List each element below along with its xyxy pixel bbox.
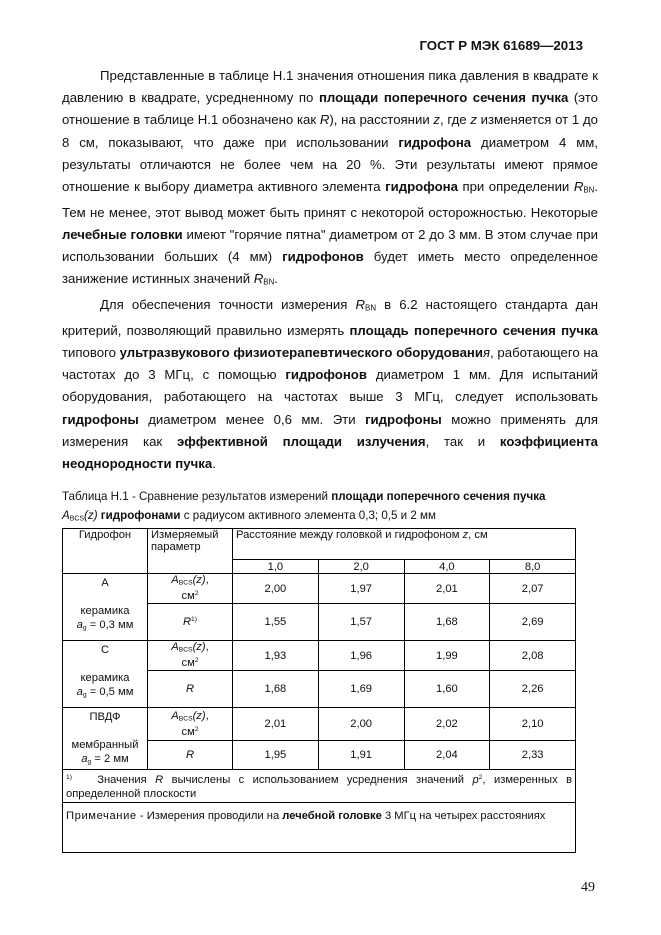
table-row — [63, 708, 576, 741]
value-cell: 1,68 — [233, 671, 319, 708]
value-cell: 2,33 — [490, 741, 576, 770]
paragraph-1: Представленные в таблице Н.1 значения отношения пика давления в квадрате к давлению в квадрате, усредненному по площади поперечного сечения пучка (это отношение в таблице Н.1 обозначено как R), на расстоянии z, где z изменяется от 1 до 8 см, показывают, что даже при использовании гидрофона диаметром 4 мм, результаты отличаются не более чем на 20 %. Эти результаты имеют прямое отношение к выбору диаметра активного элемента гидрофона при определении $R_{BN}$. Тем не менее, этот вывод может быть принят с некоторой осторожностью. Некоторые лечебные головки имеют "горячие пятна" диаметром от 2 до 3 мм. В этом случае при использовании больших (4 мм) гидрофонов будет иметь место определенное занижение истинных значений $R_{BN}$. — [62, 68, 598, 287]
value-cell: 1,96 — [318, 641, 404, 671]
table-row — [63, 574, 576, 604]
value-cell: 2,01 — [233, 708, 319, 741]
parameter-cell: R — [148, 741, 233, 770]
value-cell: 2,08 — [490, 641, 576, 671]
distance-cell: 8,0 — [490, 560, 576, 574]
value-cell: 2,07 — [490, 574, 576, 604]
document-header: ГОСТ Р МЭК 61689—2013 — [419, 38, 583, 53]
value-cell: 2,10 — [490, 708, 576, 741]
table-caption: Таблица Н.1 - Сравнение результатов измерений площади поперечного сечения пучка $A_{BCS}(z)$ гидрофонами с радиусом активного элемента 0,3; 0,5 и 2 мм — [62, 490, 546, 523]
distance-cell: 2,0 — [318, 560, 404, 574]
distance-cell: 4,0 — [404, 560, 490, 574]
hydrophone-cell: А керамика $a_g = 0,3$ мм — [63, 574, 148, 641]
distance-cell: 1,0 — [233, 560, 319, 574]
table-row — [63, 641, 576, 671]
paragraph-2: Для обеспечения точности измерения $R_{BN}$ в 6.2 настоящего стандарта дан критерий, позволяющий правильно измерять площадь поперечного сечения пучка типового ультразвукового физиотерапевтического оборудования, работающего на частотах до 3 МГц, с помощью гидрофонов диаметром 1 мм. Для испытаний оборудования, работающего на частотах выше 3 МГц, следует использовать гидрофоны диаметром менее 0,6 мм. Эти гидрофоны можно применять для измерения как эффективной площади излучения, так и коэффициента неоднородности пучка. — [62, 297, 599, 471]
value-cell: 1,69 — [318, 671, 404, 708]
results-table — [62, 528, 576, 853]
parameter-cell: $R^{1)}$ — [148, 604, 233, 641]
value-cell: 2,00 — [233, 574, 319, 604]
header-parameter: Измеряемый параметр — [148, 529, 233, 574]
table-note: Примечание - Измерения проводили на лечебной головке 3 МГц на четырех расстояниях — [63, 803, 576, 853]
value-cell: 1,95 — [233, 741, 319, 770]
header-hydrophone: Гидрофон — [63, 529, 148, 574]
value-cell: 2,01 — [404, 574, 490, 604]
parameter-cell: $A_{BCS}(z)$, $см^2$ — [148, 641, 233, 671]
table-note-row — [63, 803, 576, 853]
table-footnote-row — [63, 770, 576, 803]
value-cell: 1,60 — [404, 671, 490, 708]
parameter-cell: R — [148, 671, 233, 708]
value-cell: 1,97 — [318, 574, 404, 604]
value-cell: 1,99 — [404, 641, 490, 671]
value-cell: 1,57 — [318, 604, 404, 641]
value-cell: 1,68 — [404, 604, 490, 641]
value-cell: 2,02 — [404, 708, 490, 741]
value-cell: 2,00 — [318, 708, 404, 741]
hydrophone-cell: ПВДФ мембранный $a_g = 2$ мм — [63, 708, 148, 770]
value-cell: 2,26 — [490, 671, 576, 708]
parameter-cell: $A_{BCS}(z)$, $см^2$ — [148, 708, 233, 741]
table-footnote: $^{1)}$ Значения R вычислены с использованием усреднения значений $p^2$, измеренных в определенной плоскости — [63, 770, 576, 803]
value-cell: 1,55 — [233, 604, 319, 641]
value-cell: 1,93 — [233, 641, 319, 671]
value-cell: 1,91 — [318, 741, 404, 770]
value-cell: 2,69 — [490, 604, 576, 641]
page-number: 49 — [581, 880, 595, 895]
value-cell: 2,04 — [404, 741, 490, 770]
parameter-cell: $A_{BCS}(z)$, $см^2$ — [148, 574, 233, 604]
header-distance: Расстояние между головкой и гидрофоном z, см — [233, 529, 576, 560]
table-header-row — [63, 529, 576, 560]
hydrophone-cell: С керамика $a_g = 0,5$ мм — [63, 641, 148, 708]
